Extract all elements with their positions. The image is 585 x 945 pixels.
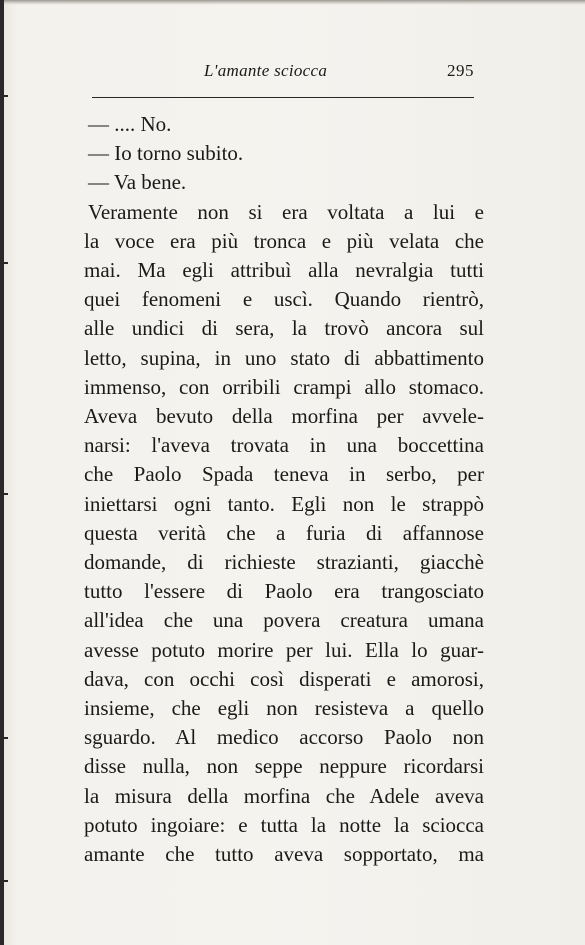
text-line: — .... No. — [88, 112, 172, 136]
text-line: — Va bene. — [88, 170, 187, 195]
text-line: potuto ingoiare: e tutta la notte la sciocca — [84, 812, 484, 837]
text-line: immenso, con orribili crampi allo stomaco. — [84, 374, 484, 399]
text-line: sguardo. Al medico accorso Paolo non — [84, 725, 484, 750]
header-rule — [92, 97, 474, 98]
text-line: domande, di richieste strazianti, giacchè — [84, 550, 484, 575]
page-header — [92, 58, 480, 88]
page-binding-edge — [0, 0, 4, 945]
text-line: dava, con occhi così disperati e amorosi, — [84, 666, 484, 691]
text-line: letto, supina, in uno stato di abbattimento — [84, 345, 484, 370]
text-line: all'idea che una povera creatura umana — [84, 608, 484, 633]
text-line: mai. Ma egli attribuì alla nevralgia tutti — [84, 258, 484, 283]
margin-mark — [0, 95, 8, 97]
text-line: iniettarsi ogni tanto. Egli non le strappò — [84, 491, 484, 516]
text-line: Veramente non si era voltata a lui e — [88, 199, 484, 224]
text-line: alle undici di sera, la trovò ancora sul — [84, 316, 484, 341]
text-line: avesse potuto morire per lui. Ella lo guar- — [84, 637, 484, 662]
text-line: quei fenomeni e uscì. Quando rientrò, — [84, 287, 484, 312]
text-line: disse nulla, non seppe neppure ricordarsi — [84, 754, 484, 779]
margin-mark — [0, 880, 8, 882]
margin-mark — [0, 493, 8, 495]
text-line: che Paolo Spada teneva in serbo, per — [84, 462, 484, 487]
text-line: insieme, che egli non resisteva a quello — [84, 696, 484, 721]
text-line: tutto l'essere di Paolo era trangosciato — [84, 579, 484, 604]
margin-mark — [0, 262, 8, 264]
text-line: narsi: l'aveva trovata in una boccettina — [84, 433, 484, 458]
text-line: Aveva bevuto della morfina per avvele- — [84, 404, 484, 429]
text-line: la voce era più tronca e più velata che — [84, 228, 484, 253]
text-line: la misura della morfina che Adele aveva — [84, 783, 484, 808]
page-top-edge — [0, 0, 585, 5]
body-text — [84, 110, 484, 869]
running-title: L'amante sciocca — [204, 61, 328, 80]
text-line: amante che tutto aveva sopportato, ma — [84, 842, 484, 867]
margin-mark — [0, 737, 8, 739]
text-line: — Io torno subito. — [88, 141, 244, 166]
text-line: questa verità che a furia di affannose — [84, 520, 484, 545]
page-number: 295 — [447, 61, 474, 80]
